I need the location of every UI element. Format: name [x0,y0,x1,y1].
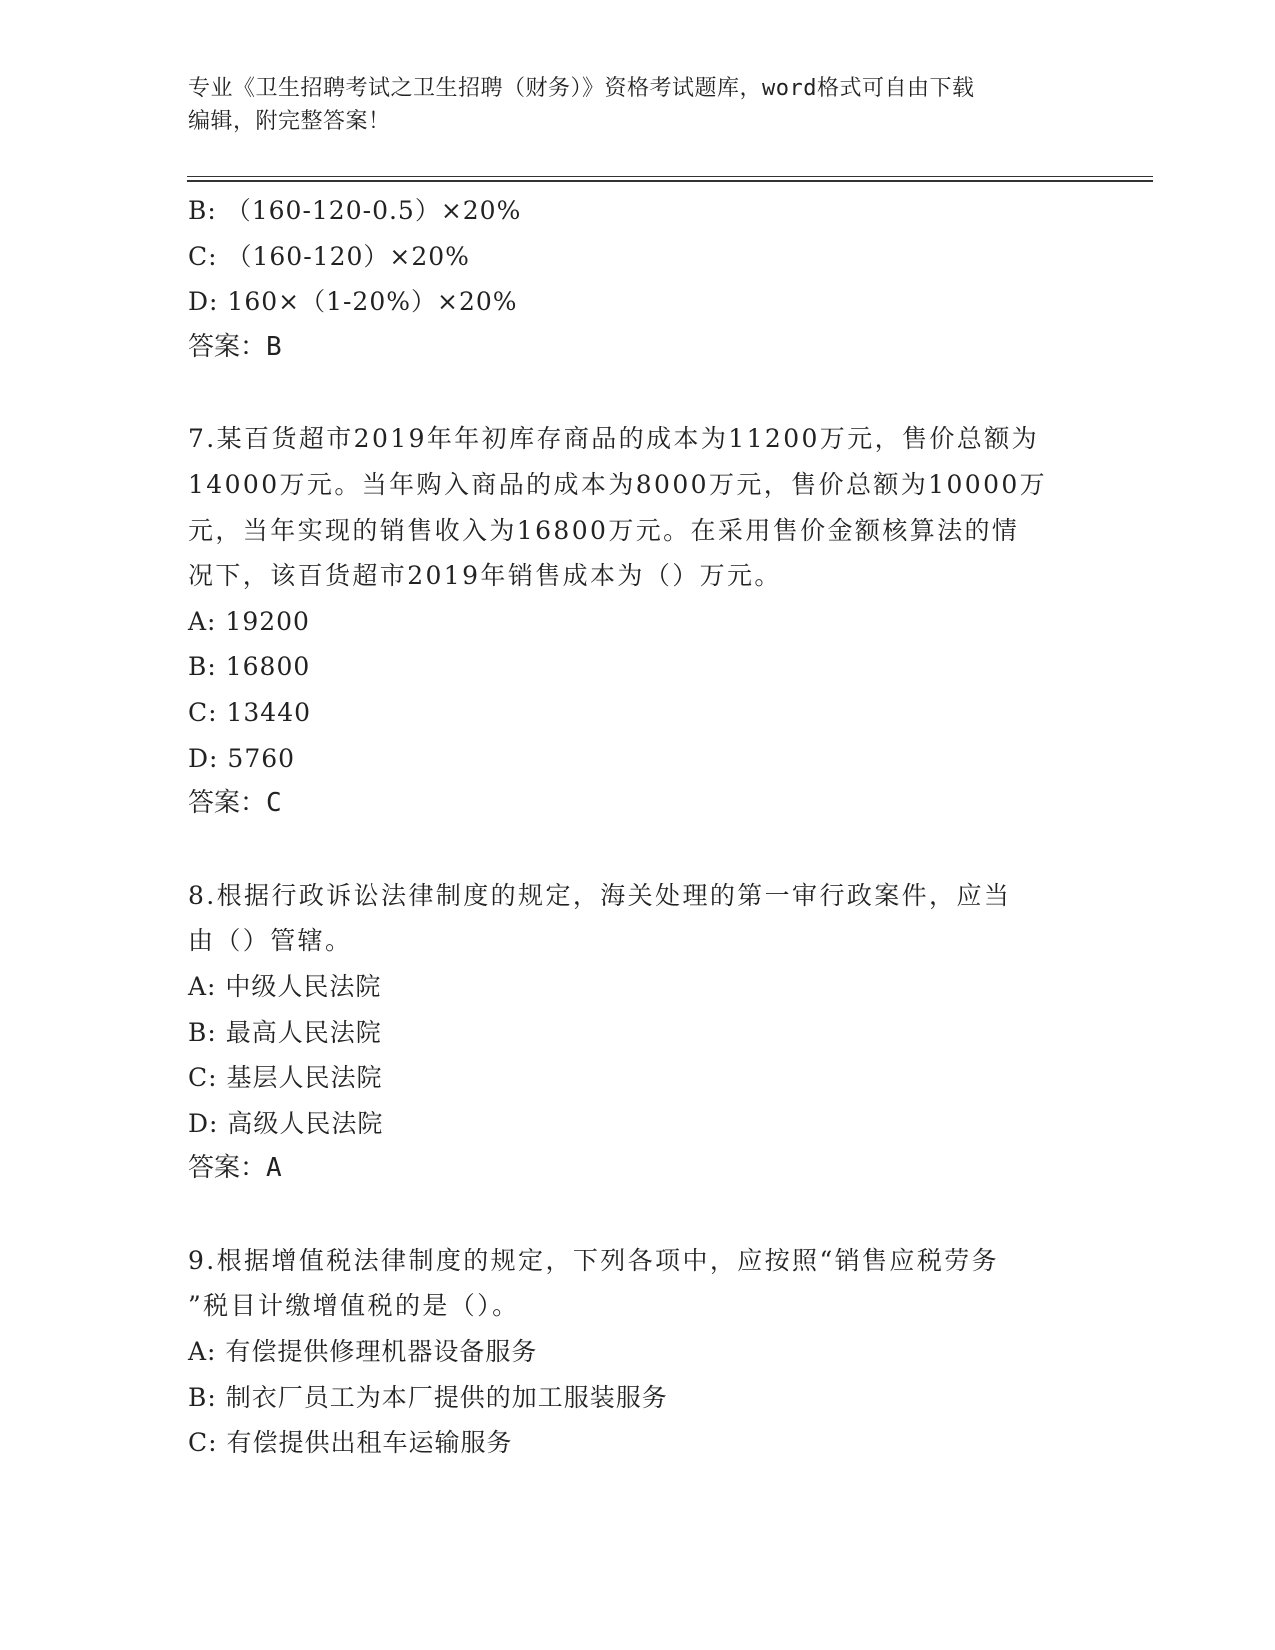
question-block-7 [188,416,1088,826]
question-stem-line: 9.根据增值税法律制度的规定，下列各项中，应按照“销售应税劳务 [188,1245,1000,1275]
option-c: C: 基层人民法院 [188,1063,383,1093]
question-stem-line: 由（）管辖。 [188,926,353,956]
option-b: B: 最高人民法院 [188,1017,382,1047]
question-block-8 [188,873,1088,1192]
question-stem-line: 7.某百货超市2019年年初库存商品的成本为11200万元，售价总额为 [188,424,1040,454]
question-stem-line: 元，当年实现的销售收入为16800万元。在采用售价金额核算法的情 [188,515,1020,545]
header-line-2: 编辑，附完整答案！ [188,109,391,134]
option-b: B: （160-120-0.5）×20% [188,196,522,225]
document-body [188,188,1088,1466]
option-d: D: 5760 [188,743,296,773]
option-b: B: 制衣厂员工为本厂提供的加工服装服务 [188,1382,668,1412]
document-header [188,72,1068,138]
option-a: A: 有偿提供修理机器设备服务 [188,1337,538,1367]
option-c: C: 13440 [188,697,312,727]
option-a: A: 中级人民法院 [188,971,382,1001]
option-d: D: 高级人民法院 [188,1108,384,1138]
answer-line: 答案：C [188,788,282,819]
option-c: C: 有偿提供出租车运输服务 [188,1428,513,1458]
header-divider-thin [187,176,1153,177]
question-stem-line: 8.根据行政诉讼法律制度的规定，海关处理的第一审行政案件，应当 [188,880,1012,910]
header-divider-thick [187,180,1153,182]
question-block-6 [188,188,1088,370]
option-a: A: 19200 [188,606,310,636]
question-block-9 [188,1238,1088,1466]
question-stem-line: 况下，该百货超市2019年销售成本为（）万元。 [188,561,782,591]
option-c: C: （160-120）×20% [188,241,470,271]
question-stem-line: ”税目计缴增值税的是（）。 [188,1291,520,1321]
option-d: D: 160×（1-20%）×20% [188,287,518,317]
option-b: B: 16800 [188,652,311,682]
answer-line: 答案：B [188,331,282,362]
header-line-1: 专业《卫生招聘考试之卫生招聘（财务）》资格考试题库，word格式可自由下载 [188,76,975,101]
question-stem-line: 14000万元。当年购入商品的成本为8000万元，售价总额为10000万 [188,469,1048,499]
answer-line: 答案：A [188,1153,282,1184]
